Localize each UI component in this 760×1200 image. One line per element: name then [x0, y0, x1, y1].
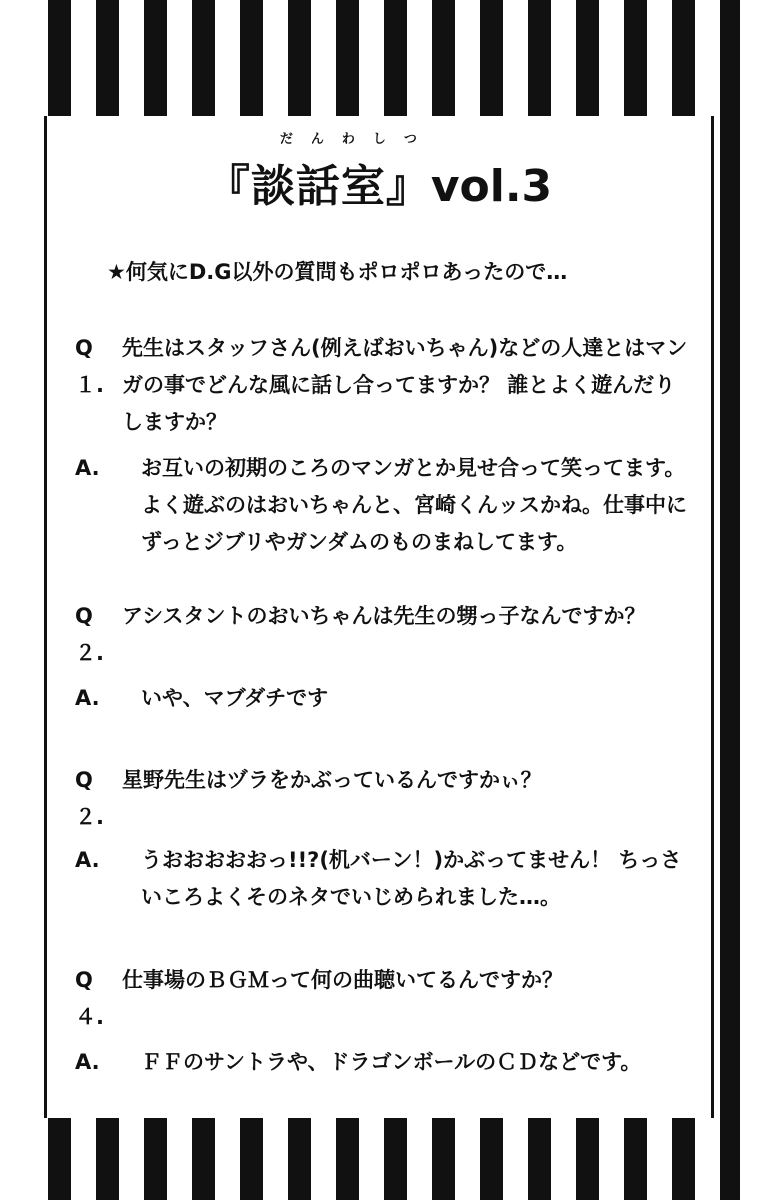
- question-text: 仕事場のＢＧＭって何の曲聴いてるんですか？: [122, 968, 563, 992]
- title-line: [205, 132, 553, 214]
- left-margin: [0, 0, 44, 1200]
- title-vol: vol.3: [430, 161, 553, 212]
- answer-1: [75, 450, 691, 561]
- answer-text: いや、マブダチです: [141, 686, 329, 710]
- qa-panel: [44, 116, 714, 1118]
- question-text: アシスタントのおいちゃんは先生の甥っ子なんですか？: [122, 604, 646, 628]
- question-label: Q２.: [75, 604, 104, 665]
- answer-text: お互いの初期のころのマンガとか見せ合って笑ってます。よく遊ぶのはおいちゃんと、宮崎くんッスかね。仕事中にずっとジブリやガンダムのものまねしてます。: [141, 456, 687, 554]
- answer-text: うおおおおおっ!!?(机バーン！)かぶってません！ ちっさいころよくそのネタでいじめられました…。: [141, 848, 682, 909]
- answer-3: [75, 842, 691, 916]
- answer-2: [75, 680, 691, 717]
- question-1: [75, 330, 691, 441]
- question-3: [75, 762, 691, 829]
- page-title: [47, 132, 711, 214]
- question-label: Q４.: [75, 968, 104, 1029]
- right-margin: [740, 0, 760, 1200]
- answer-label: A.: [75, 456, 100, 480]
- question-4: [75, 962, 691, 1029]
- title-furigana: だんわしつ: [279, 132, 435, 147]
- question-label: Q１.: [75, 336, 104, 397]
- answer-4: [75, 1044, 691, 1081]
- answer-label: A.: [75, 686, 100, 710]
- answer-text: ＦＦのサントラや、ドラゴンボールのＣＤなどです。: [141, 1050, 642, 1074]
- question-label: Q２.: [75, 768, 104, 829]
- answer-label: A.: [75, 848, 100, 872]
- intro-text: ★何気にD.G以外の質問もポロポロあったので…: [107, 260, 568, 284]
- question-text: 先生はスタッフさん(例えばおいちゃん)などの人達とはマンガの事でどんな風に話し合ってますか？ 誰とよく遊んだりしますか？: [122, 336, 688, 434]
- answer-label: A.: [75, 1050, 100, 1074]
- question-text: 星野先生はヅラをかぶっているんですかぃ？: [122, 768, 542, 792]
- question-2: [75, 598, 691, 665]
- title-main: 『談話室』: [205, 161, 431, 212]
